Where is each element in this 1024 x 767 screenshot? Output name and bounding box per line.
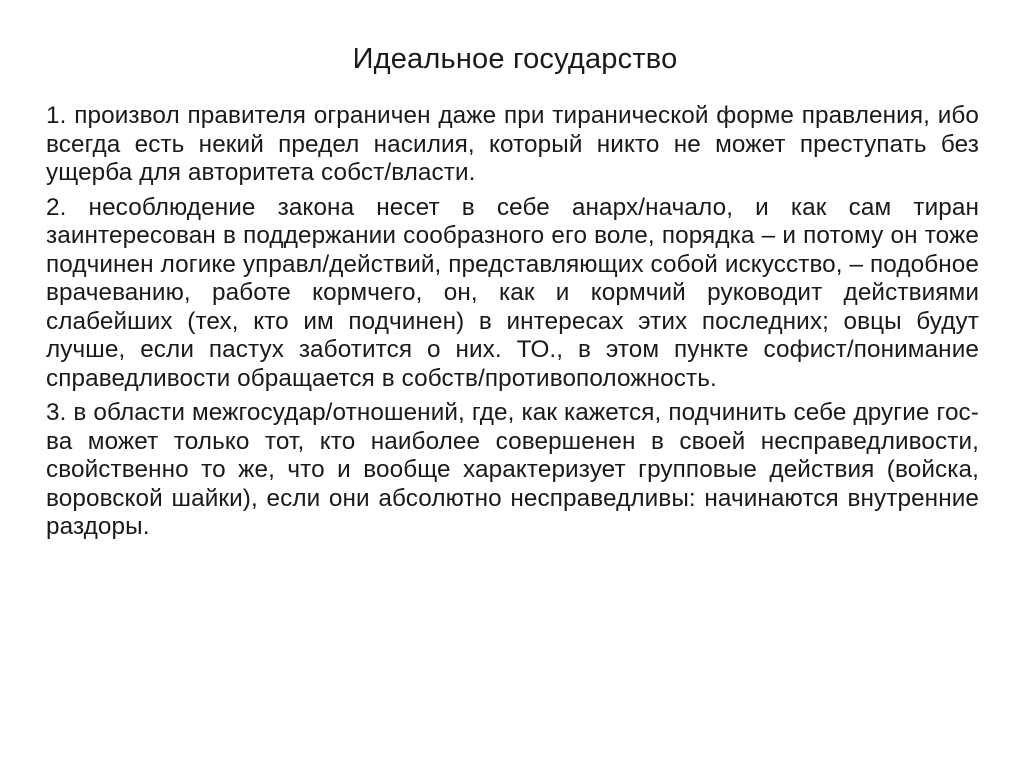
slide-body (46, 102, 979, 548)
slide-title: Идеальное государство (352, 43, 678, 75)
paragraph-3: 3. в области межгосудар/отношений, где, как кажется, подчинить себе другие гос-ва может только тот, кто наиболее совершенен в своей несправедливости, свойственно то же, что и вообще характеризует групповые действия (войска, воровской шайки), если они абсолютно несправедливы: начинаются внутренние раздоры. (46, 399, 979, 540)
paragraph-1: 1. произвол правителя ограничен даже при тиранической форме правления, ибо всегда есть некий предел насилия, который никто не может преступать без ущерба для авторитета собст/власти. (46, 102, 979, 186)
paragraph-2: 2. несоблюдение закона несет в себе анарх/начало, и как сам тиран заинтересован в поддержании сообразного его воле, порядка – и потому он тоже подчинен логике управл/действий, представляющих собой искусство, – подобное врачеванию, работе кормчего, он, как и кормчий руководит действиями слабейших (тех, кто им подчинен) в интересах этих последних; овцы будут лучше, если пастух заботится о них. ТО., в этом пункте софист/понимание справедливости обращается в собств/противоположность. (46, 193, 979, 392)
